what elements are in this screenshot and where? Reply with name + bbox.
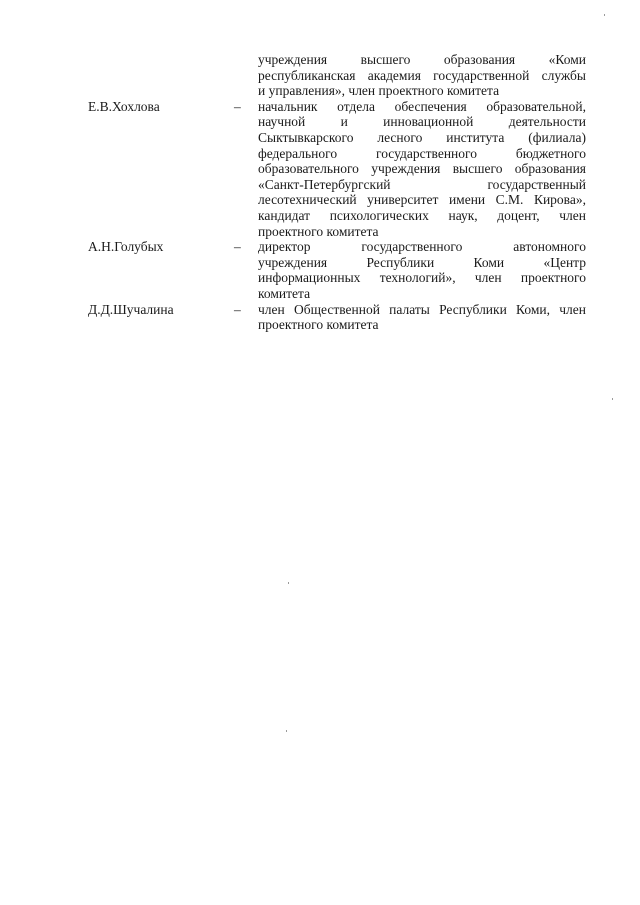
description-line: лесотехнический университет имени С.М. Кирова», (258, 192, 586, 208)
description-line: кандидат психологических наук, доцент, член (258, 207, 586, 223)
member-entry-continued (88, 52, 588, 99)
description-line: проектного комитета (258, 223, 379, 239)
scan-speck (286, 730, 287, 732)
description-line: комитета (258, 285, 311, 301)
member-name: А.Н.Голубых (88, 239, 164, 255)
member-description (258, 239, 586, 301)
member-description (258, 302, 586, 333)
member-list (88, 52, 588, 333)
description-line: федерального государственного бюджетного (258, 145, 586, 161)
member-dash: – (234, 98, 241, 114)
description-line: и управления», член проектного комитета (258, 83, 500, 99)
description-line: образовательного учреждения высшего образования (258, 161, 586, 177)
member-description (258, 99, 586, 239)
description-line: член Общественной палаты Республики Коми, член (258, 301, 586, 317)
member-dash: – (234, 239, 241, 255)
description-line: проектного комитета (258, 317, 379, 333)
description-line: учреждения Республики Коми «Центр (258, 254, 586, 270)
description-line: республиканская академия государственной службы (258, 67, 586, 83)
member-name: Д.Д.Шучалина (88, 301, 174, 317)
scan-speck (604, 14, 605, 16)
description-line: начальник отдела обеспечения образовательной, (258, 98, 586, 114)
member-entry-golubykh (88, 239, 588, 301)
scan-speck (612, 398, 613, 400)
description-line: директор государственного автономного (258, 239, 586, 255)
scan-speck (288, 582, 289, 584)
description-line: «Санкт-Петербургский государственный (258, 176, 586, 192)
description-line: информационных технологий», член проектного (258, 270, 586, 286)
description-line: научной и инновационной деятельности (258, 114, 586, 130)
member-dash: – (234, 301, 241, 317)
member-name: Е.В.Хохлова (88, 98, 160, 114)
description-line: учреждения высшего образования «Коми (258, 52, 586, 67)
member-entry-shuchalina (88, 302, 588, 333)
member-description (258, 52, 586, 99)
member-entry-khokhlova (88, 99, 588, 239)
description-line: Сыктывкарского лесного института (филиала) (258, 129, 586, 145)
